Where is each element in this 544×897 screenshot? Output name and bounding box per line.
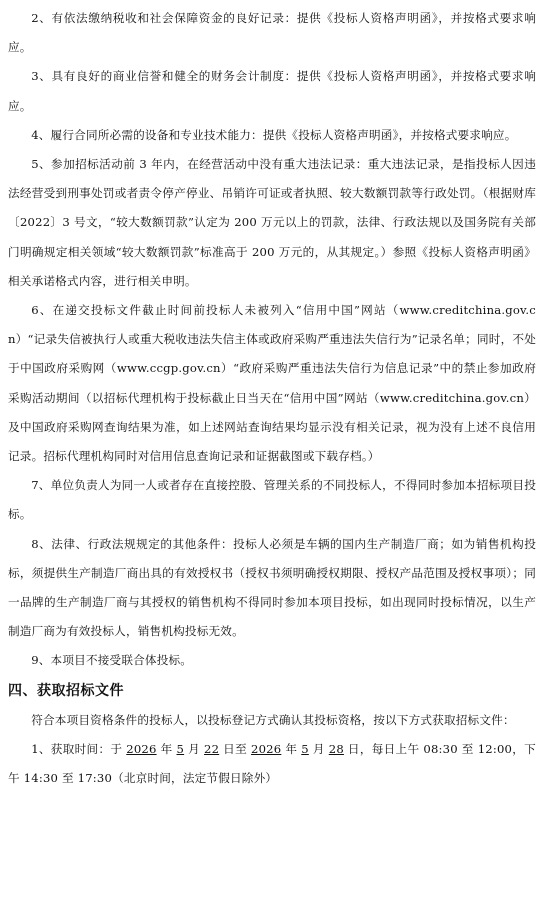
start-day: 22 [204,741,220,756]
month-label-1: 月 [184,741,205,756]
end-month: 5 [301,741,309,756]
year-label-1: 年 [156,741,177,756]
requirement-paragraph-3: 3、具有良好的商业信誉和健全的财务会计制度：提供《投标人资格声明函》，并按格式要求响应。 [8,69,536,113]
requirement-paragraph-9: 9、本项目不接受联合体投标。 [31,653,193,668]
month-label-2: 月 [308,741,329,756]
requirement-paragraph-2: 2、有依法缴纳税收和社会保障资金的良好记录：提供《投标人资格声明函》，并按格式要求响应。 [8,11,536,55]
acquisition-time-paragraph [8,735,536,793]
end-year: 2026 [251,741,282,756]
year-label-2: 年 [281,741,302,756]
date-range-connector: 日至 [219,741,252,756]
section-heading: 四、获取招标文件 [8,682,124,699]
start-month: 5 [176,741,185,756]
requirement-paragraph-8: 8、法律、行政法规规定的其他条件：投标人必须是车辆的国内生产制造厂商；如为销售机构投标，须提供生产制造厂商出具的有效授权书（授权书须明确授权期限、授权产品范围及授权事项）；同一品牌的生产制造厂商与其授权的销售机构不得同时参加本项目投标，如出现同时投标情况，以生产制造厂商为有效投标人，销售机构投标无效。 [8,536,536,639]
end-day: 28 [328,741,344,756]
requirement-paragraph-6: 6、在递交投标文件截止时间前投标人未被列入“信用中国”网站（www.creditchina.gov.cn）“记录失信被执行人或重大税收违法失信主体或政府采购严重违法失信行为”记录名单；同时，不处于中国政府采购网（www.ccgp.gov.cn）“政府采购严重违法失信行为信息记录”中的禁止参加政府采购活动期间（以招标代理机构于投标截止日当天在“信用中国”网站（www.creditchina.gov.cn）及中国政府采购网查询结果为准，如上述网站查询结果均显示没有相关记录，视为没有上述不良信用记录。招标代理机构同时对信用信息查询记录和证据截图或下载存档。） [8,303,536,464]
start-year: 2026 [126,741,157,756]
requirement-paragraph-5: 5、参加招标活动前 3 年内，在经营活动中没有重大违法记录：重大违法记录，是指投标人因违法经营受到刑事处罚或者责令停产停业、吊销许可证或者执照、较大数额罚款等行政处罚。（根据财库〔2022〕3 号文，“较大数额罚款”认定为 200 万元以上的罚款，法律、行政法规以及国务院有关部门明确规定相关领域“较大数额罚款”标准高于 200 万元的，从其规定。）参照《投标人资格声明函》相关承诺格式内容，进行相关申明。 [8,157,536,288]
requirement-paragraph-4: 4、履行合同所必需的设备和专业技术能力：提供《投标人资格声明函》，并按格式要求响应。 [31,127,517,142]
acquisition-prefix: 1、获取时间：于 [31,741,127,756]
requirement-paragraph-7: 7、单位负责人为同一人或者存在直接控股、管理关系的不同投标人，不得同时参加本招标项目投标。 [8,478,536,522]
acquisition-intro: 符合本项目资格条件的投标人，以投标登记方式确认其投标资格，按以下方式获取招标文件： [31,712,515,727]
acquisition-hours: 日，每日上午 08:30 至 12:00，下午 14:30 至 17:30（北京时间，法定节假日除外） [8,741,536,786]
